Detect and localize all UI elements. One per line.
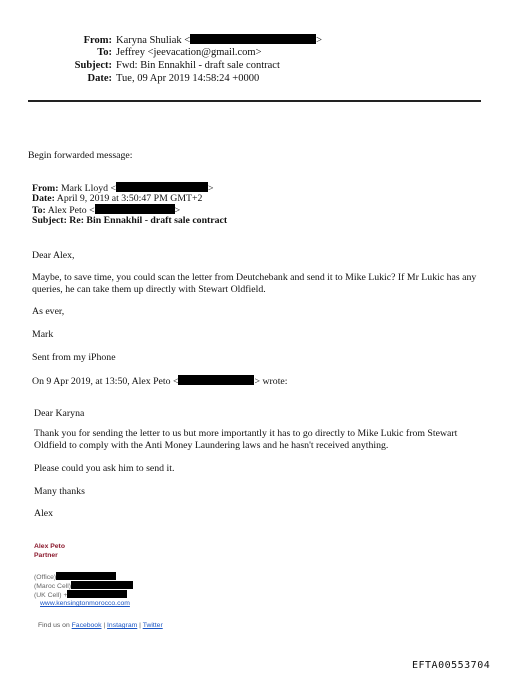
msg1-body: Maybe, to save time, you could scan the letter from Deutchebank and send it to Mike Lukic? If Mr Lukic has any queries, he can take them up directly with Stewart Oldfield. — [32, 272, 477, 295]
fwd-date-row — [32, 193, 202, 204]
sig-name: Alex Peto — [34, 543, 65, 550]
separator: | — [103, 622, 106, 629]
header-to-value: Jeffrey <jeevacation@gmail.com> — [116, 47, 262, 58]
sig-office-label: (Office) — [34, 574, 57, 581]
quote-intro-before: On 9 Apr 2019, at 13:50, Alex Peto < — [32, 376, 179, 387]
header-date-row — [0, 73, 259, 85]
facebook-link[interactable]: Facebook — [71, 622, 102, 629]
msg1-quote-intro — [32, 375, 288, 388]
fwd-subject-row — [32, 215, 227, 226]
header-from-value: Karyna Shuliak < — [116, 35, 191, 46]
redaction-box — [67, 590, 127, 598]
fwd-date-label: Date: — [32, 193, 55, 204]
header-from-label: From: — [83, 35, 112, 46]
redaction-box — [178, 375, 254, 385]
separator: | — [139, 622, 141, 629]
header-subject-label: Subject: — [74, 60, 112, 71]
msg2-thanks: Many thanks — [34, 486, 85, 497]
fwd-to-label: To: — [32, 205, 46, 216]
msg2-body: Thank you for sending the letter to us but more importantly it has to go directly to Mike Lukic from Stewart Oldfield to comply with the Anti Money Laundering laws and he hasn't received anything. — [34, 428, 458, 451]
sig-uk-line — [34, 590, 127, 599]
redaction-box — [190, 34, 316, 44]
fwd-subject-value: Re: Bin Ennakhil - draft sale contract — [69, 215, 228, 226]
document-id: EFTA00553704 — [412, 660, 491, 671]
msg2-signature: Alex — [34, 508, 54, 519]
fwd-from-after: > — [207, 183, 214, 194]
find-us-label: Find us on — [38, 622, 70, 629]
forward-intro: Begin forwarded message: — [28, 150, 133, 161]
sig-website-link[interactable]: www.kensingtonmorocco.com — [40, 600, 130, 607]
header-from-after: > — [316, 35, 323, 46]
fwd-to-value: Alex Peto < — [47, 205, 95, 216]
twitter-link[interactable]: Twitter — [142, 622, 163, 629]
instagram-link[interactable]: Instagram — [107, 622, 138, 629]
redaction-box — [116, 182, 208, 192]
msg1-sent-from: Sent from my iPhone — [32, 352, 116, 363]
msg2-greeting: Dear Karyna — [34, 408, 85, 419]
header-divider — [28, 100, 481, 102]
fwd-from-value: Mark Lloyd < — [60, 183, 116, 194]
header-from-row — [0, 34, 322, 47]
fwd-subject-label: Subject: — [32, 215, 67, 226]
redaction-box — [95, 204, 175, 214]
sig-office-line — [34, 572, 116, 581]
fwd-date-value: April 9, 2019 at 3:50:47 PM GMT+2 — [56, 193, 203, 204]
redaction-box — [71, 581, 133, 589]
header-to-row — [0, 47, 262, 59]
msg2-request: Please could you ask him to send it. — [34, 463, 175, 474]
header-date-label: Date: — [87, 73, 112, 84]
sig-title: Partner — [34, 552, 58, 559]
header-to-label: To: — [97, 47, 112, 58]
fwd-from-label: From: — [32, 183, 59, 194]
header-date-value: Tue, 09 Apr 2019 14:58:24 +0000 — [116, 73, 260, 84]
sig-uk-label: (UK Cell) + — [34, 592, 68, 599]
header-subject-value: Fwd: Bin Ennakhil - draft sale contract — [116, 60, 280, 71]
sig-maroc-line — [34, 581, 133, 590]
sig-social-row — [38, 622, 163, 629]
sig-maroc-label: (Maroc Cell) — [34, 583, 72, 590]
msg1-signature: Mark — [32, 329, 54, 340]
header-subject-row — [0, 60, 280, 72]
quote-intro-after: > wrote: — [254, 376, 288, 387]
fwd-to-after: > — [174, 205, 181, 216]
redaction-box — [56, 572, 116, 580]
msg1-closing: As ever, — [32, 306, 65, 317]
msg1-greeting: Dear Alex, — [32, 250, 75, 261]
